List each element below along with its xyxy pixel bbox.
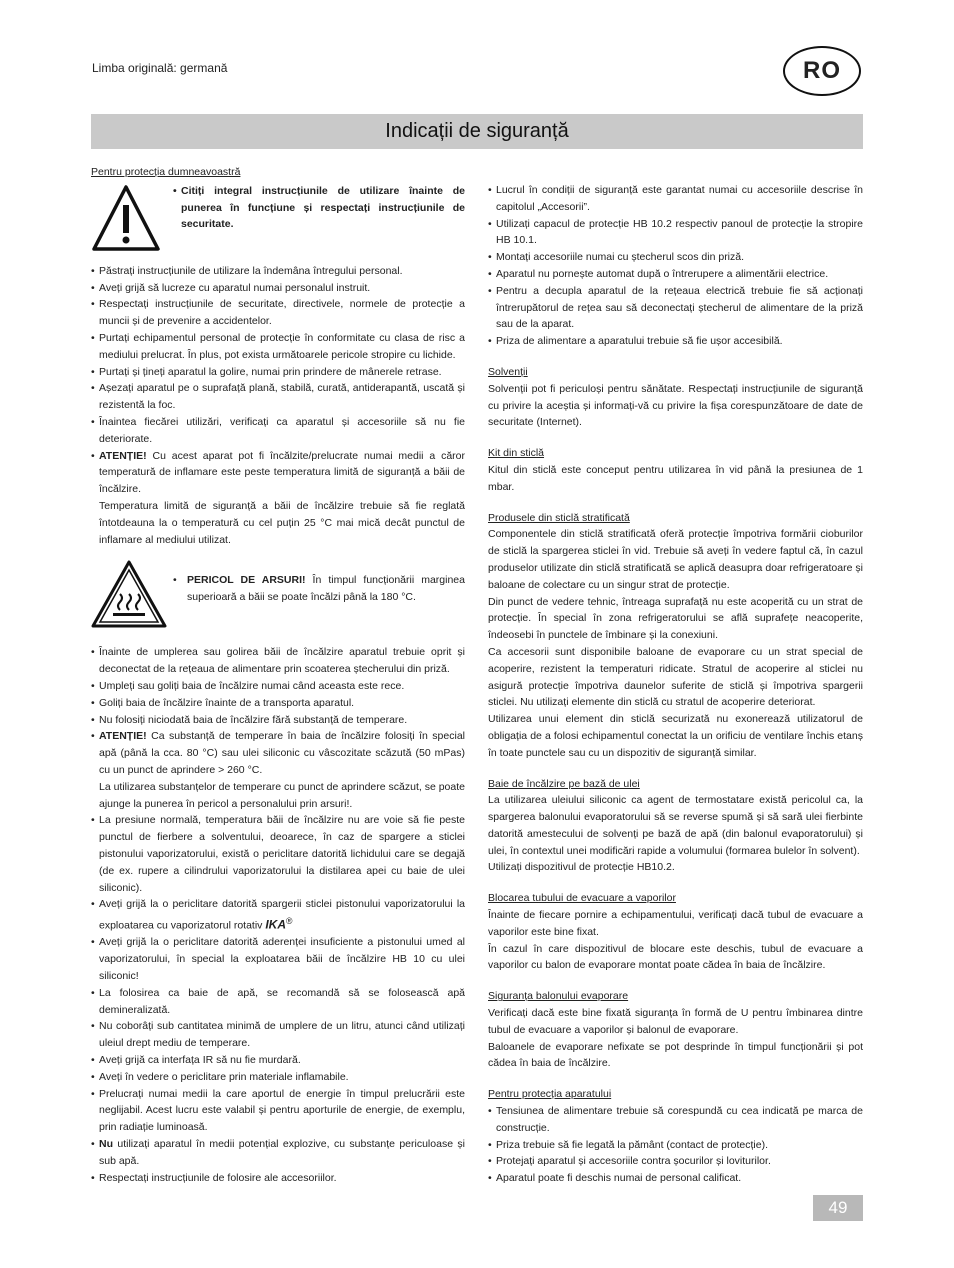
attention-item: • ATENȚIE! Cu acest aparat pot fi încălzite/prelucrate numai medii a căror temperatură de inflamare este peste temperatura limită de siguranță a băii de încălzire. [91, 448, 465, 498]
section-text: Înainte de fiecare pornire a echipamentului, verificați dacă tubul de evacuare a vaporilor este bine fixat. [488, 909, 863, 938]
original-language-note: Limba originală: germană [92, 61, 228, 75]
list-item: • Prelucrați numai medii la care aportul de energie în timpul prelucrării este neglijabil. Acest lucru este valabil și pentru aporturile de energie, de exemplu, prin radiație luminoasă. [91, 1086, 465, 1136]
accessory-list [488, 182, 863, 350]
list-item: • Păstrați instrucțiunile de utilizare la îndemâna întregului personal. [91, 263, 465, 280]
section-text: Utilizarea unui element din sticlă securizată nu exonerează utilizatorul de obligația de a folosi echipamentul conectat la un orificiu de ventilare închis etanș în toate punctele sau cu un dispozitiv de siguranță similar. [488, 713, 863, 759]
safety-list-3 [91, 812, 465, 1186]
ika-logo: IKA [265, 917, 287, 932]
list-item: • Aveți în vedere o periclitare prin materiale inflamabile. [91, 1069, 465, 1086]
list-item: • Aveți grijă ca interfața IR să nu fie murdară. [91, 1052, 465, 1069]
left-column [91, 164, 465, 1186]
section-heading: Blocarea tubului de evacuare a vaporilor [488, 892, 676, 905]
attention-continuation: La utilizarea substanțelor de temperare cu punct de aprindere scăzut, se poate ajunge la punerea în pericol a personalului prin arsuri!. [99, 780, 465, 810]
section-text: Ca accesorii sunt disponibile baloane de evaporare cu un strat special de acoperire, rezistent la temperaturi ridicate. Stratul de acoperire al sticlei nu asigură protecție împotriva daunelor suferite de sticlă și împotriva spargerii sticlei. Nu utilizați elemente din sticlă cu stratul de acoperire deteriorat. [488, 645, 863, 709]
vapor-tube-section [488, 890, 863, 974]
list-item: • Umpleți sau goliți baia de încălzire numai când aceasta este rece. [91, 678, 465, 695]
list-item: • Montați accesoriile numai cu ștecherul scos din priză. [488, 249, 863, 266]
list-item: • Respectați instrucțiunile de folosire ale accesoriilor. [91, 1170, 465, 1187]
device-list [488, 1103, 863, 1187]
page-number: 49 [813, 1195, 863, 1221]
section-text: În cazul în care dispozitivul de blocare este deschis, tubul de evacuare a vaporilor cu balon de evaporare montat poate cădea în baia de încălzire. [488, 942, 863, 972]
list-item: • Așezați aparatul pe o suprafață plană, stabilă, curată, antiderapantă, uscată și rezistentă la foc. [91, 380, 465, 414]
burn-warning-text: • PERICOL DE ARSURI! În timpul funcționării marginea superioară a băii se poate încălzi până la 180 °C. [173, 574, 465, 604]
list-item: • Nu coborâți sub cantitatea minimă de umplere de un litru, atunci când utilizați uleiul drept mediu de temperare. [91, 1018, 465, 1052]
rotary-item: • Aveți grijă la o periclitare datorită spargerii sticlei pistonului vaporizatorului la exploatarea cu vaporizatorul rotativ IKA® [91, 896, 465, 934]
section-text: Kitul din sticlă este conceput pentru utilizarea în vid până la presiunea de 1 mbar. [488, 463, 863, 493]
list-item: • Aveți grijă să lucreze cu aparatul numai personalul instruit. [91, 280, 465, 297]
solvents-section [488, 364, 863, 431]
section-text: Solvenții pot fi periculoși pentru sănătate. Respectați instrucțiunile de siguranță cu privire la aceștia și informați-vă cu privire la fișa corespunzătoare de date de securitate (Internet). [488, 382, 863, 429]
warning-triangle-icon [91, 183, 161, 253]
language-badge: RO [783, 46, 861, 96]
safety-list-2 [91, 644, 465, 778]
read-warning-block [91, 183, 465, 253]
attention-item: • ATENȚIE! Ca substanță de temperare în baia de încălzire folosiți în special apă (până la cca. 80 °C) sau ulei siliconic cu vâscozitate scăzută (50 mPas) cu un punct de aprindere > 260 °C. [91, 728, 465, 778]
section-text: Utilizați dispozitivul de protecție HB10.2. [488, 861, 675, 874]
list-item: • La presiune normală, temperatura băii de încălzire nu are voie să fie peste punctul de fierbere a solventului, deoarece, în caz de spargere a sticlei pistonului vaporizatorului, există o periclitare datorită lichidului care se degajă (de ex. rupere a cilindrului vaporizatorului la distilarea apei cu baie de ulei siliconic). [91, 812, 465, 896]
list-item: • Înainte de umplerea sau golirea băii de încălzire aparatul trebuie oprit și deconectat de la rețeaua de alimentare prin scoaterea ștecherului din priză. [91, 644, 465, 678]
list-item: • Înaintea fiecărei utilizări, verificați ca aparatul și accesoriile să nu fie deteriorate. [91, 414, 465, 448]
burn-warning-block [91, 560, 465, 628]
section-text: Componentele din sticlă stratificată oferă protecție împotriva formării cioburilor de sticlă la spargerea sticlei în vid. Trebuie să aveți în vedere faptul că, în cazul produselor utilizate din sticlă stratificată se aplică deasupra doar refrigeratoare și baloane de colectare cu un singur strat de protecție. [488, 528, 863, 591]
section-heading: Pentru protecția aparatului [488, 1088, 612, 1101]
list-item: • Lucrul în condiții de siguranță este garantat numai cu accesoriile descrise în capitolul „Accesorii”. [488, 182, 863, 216]
list-item: • La folosirea ca baie de apă, se recomandă să se folosească apă demineralizată. [91, 985, 465, 1019]
flask-safety-section [488, 988, 863, 1072]
list-item: • Nu folosiți niciodată baia de încălzire fără substanță de temperare. [91, 712, 465, 729]
hot-surface-icon [91, 560, 167, 628]
device-protection-section [488, 1086, 863, 1187]
list-item: • Priza de alimentare a aparatului trebuie să fie ușor accesibilă. [488, 333, 863, 350]
layered-glass-section [488, 510, 863, 762]
list-item: • Utilizați capacul de protecție HB 10.2 respectiv panoul de protecție la stropire HB 10.1. [488, 216, 863, 250]
protection-heading: Pentru protecția dumneavoastră [91, 166, 241, 178]
section-heading: Solvenții [488, 365, 528, 378]
list-item: • Aparatul poate fi deschis numai de personal calificat. [488, 1170, 863, 1187]
list-item: • Pentru a decupla aparatul de la rețeaua electrică trebuie fie să acționați întrerupătorul de rețea sau să deconectați ștecherul de alimentare de la priză sau de la aparat. [488, 283, 863, 333]
right-column [488, 182, 863, 1187]
read-warning-text: • Citiți integral instrucțiunile de utilizare înainte de punerea în funcțiune și respectați instrucțiunile de securitate. [173, 184, 465, 231]
list-item: • Goliți baia de încălzire înainte de a transporta aparatul. [91, 695, 465, 712]
glass-kit-section [488, 445, 863, 495]
section-text: La utilizarea uleiului siliconic ca agent de termostatare există pericolul ca, la spargerea balonului evaporatorului să se reverse spumă și să sară ulei fierbinte datorită amestecului de solvenți pe bază de apă (din balonul evaporatorului) și ulei, în contextul unei modificări rapide a volumului (formarea bulelor în solvent). [488, 794, 863, 857]
list-item: • Aveți grijă la o periclitare datorită aderenței insuficiente a pistonului umed al vaporizatorului, în special la exploatarea băii de încălzire HB 10 cu ulei siliconic! [91, 934, 465, 984]
list-item: • Purtați echipamentul personal de protecție în conformitate cu clasa de risc a mediului prelucrat. În plus, pot exista următoarele pericole stropire cu lichide. [91, 330, 465, 364]
list-item: • Respectați instrucțiunile de securitate, directivele, normele de protecție a muncii și de prevenire a accidentelor. [91, 296, 465, 330]
attention-continuation: Temperatura limită de siguranță a băii de încălzire trebuie să fie reglată întotdeauna la o temperatură cu cel puțin 25 °C mai mică decât punctul de inflamare al mediului utilizat. [99, 499, 465, 546]
section-text: Din punct de vedere tehnic, întreaga suprafață nu este acoperită cu un strat de protecție. În special în zona refrigeratorului se află suprafețe neacoperite, îndeosebi în punctele de îmbinare și la conexiuni. [488, 595, 863, 642]
list-item: • Purtați și țineți aparatul la golire, numai prin prindere de mânerele retrase. [91, 364, 465, 381]
section-heading: Baie de încălzire pe bază de ulei [488, 777, 640, 790]
oil-bath-section [488, 776, 863, 877]
nu-item: • Nu utilizați aparatul în medii potențial explozive, cu substanțe periculoase și sub apă. [91, 1136, 465, 1170]
list-item: • Protejați aparatul și accesoriile contra șocurilor și loviturilor. [488, 1153, 863, 1170]
section-heading: Kit din sticlă [488, 447, 545, 460]
list-item: • Priza trebuie să fie legată la pământ (contact de protecție). [488, 1137, 863, 1154]
page-title: Indicații de siguranță [91, 114, 863, 149]
section-text: Verificați dacă este bine fixată siguranța în formă de U pentru îmbinarea dintre tubul de evacuare a vaporilor și balonul de evaporare. [488, 1007, 863, 1036]
section-heading: Produsele din sticlă stratificată [488, 511, 630, 524]
section-heading: Siguranța balonului evaporare [488, 990, 629, 1003]
section-text: Baloanele de evaporare nefixate se pot desprinde în timpul funcționării și pot cădea în baia de încălzire. [488, 1040, 863, 1070]
safety-list-1 [91, 263, 465, 498]
list-item: • Tensiunea de alimentare trebuie să corespundă cu cea indicată pe marca de construcție. [488, 1103, 863, 1137]
list-item: • Aparatul nu pornește automat după o întrerupere a alimentării electrice. [488, 266, 863, 283]
